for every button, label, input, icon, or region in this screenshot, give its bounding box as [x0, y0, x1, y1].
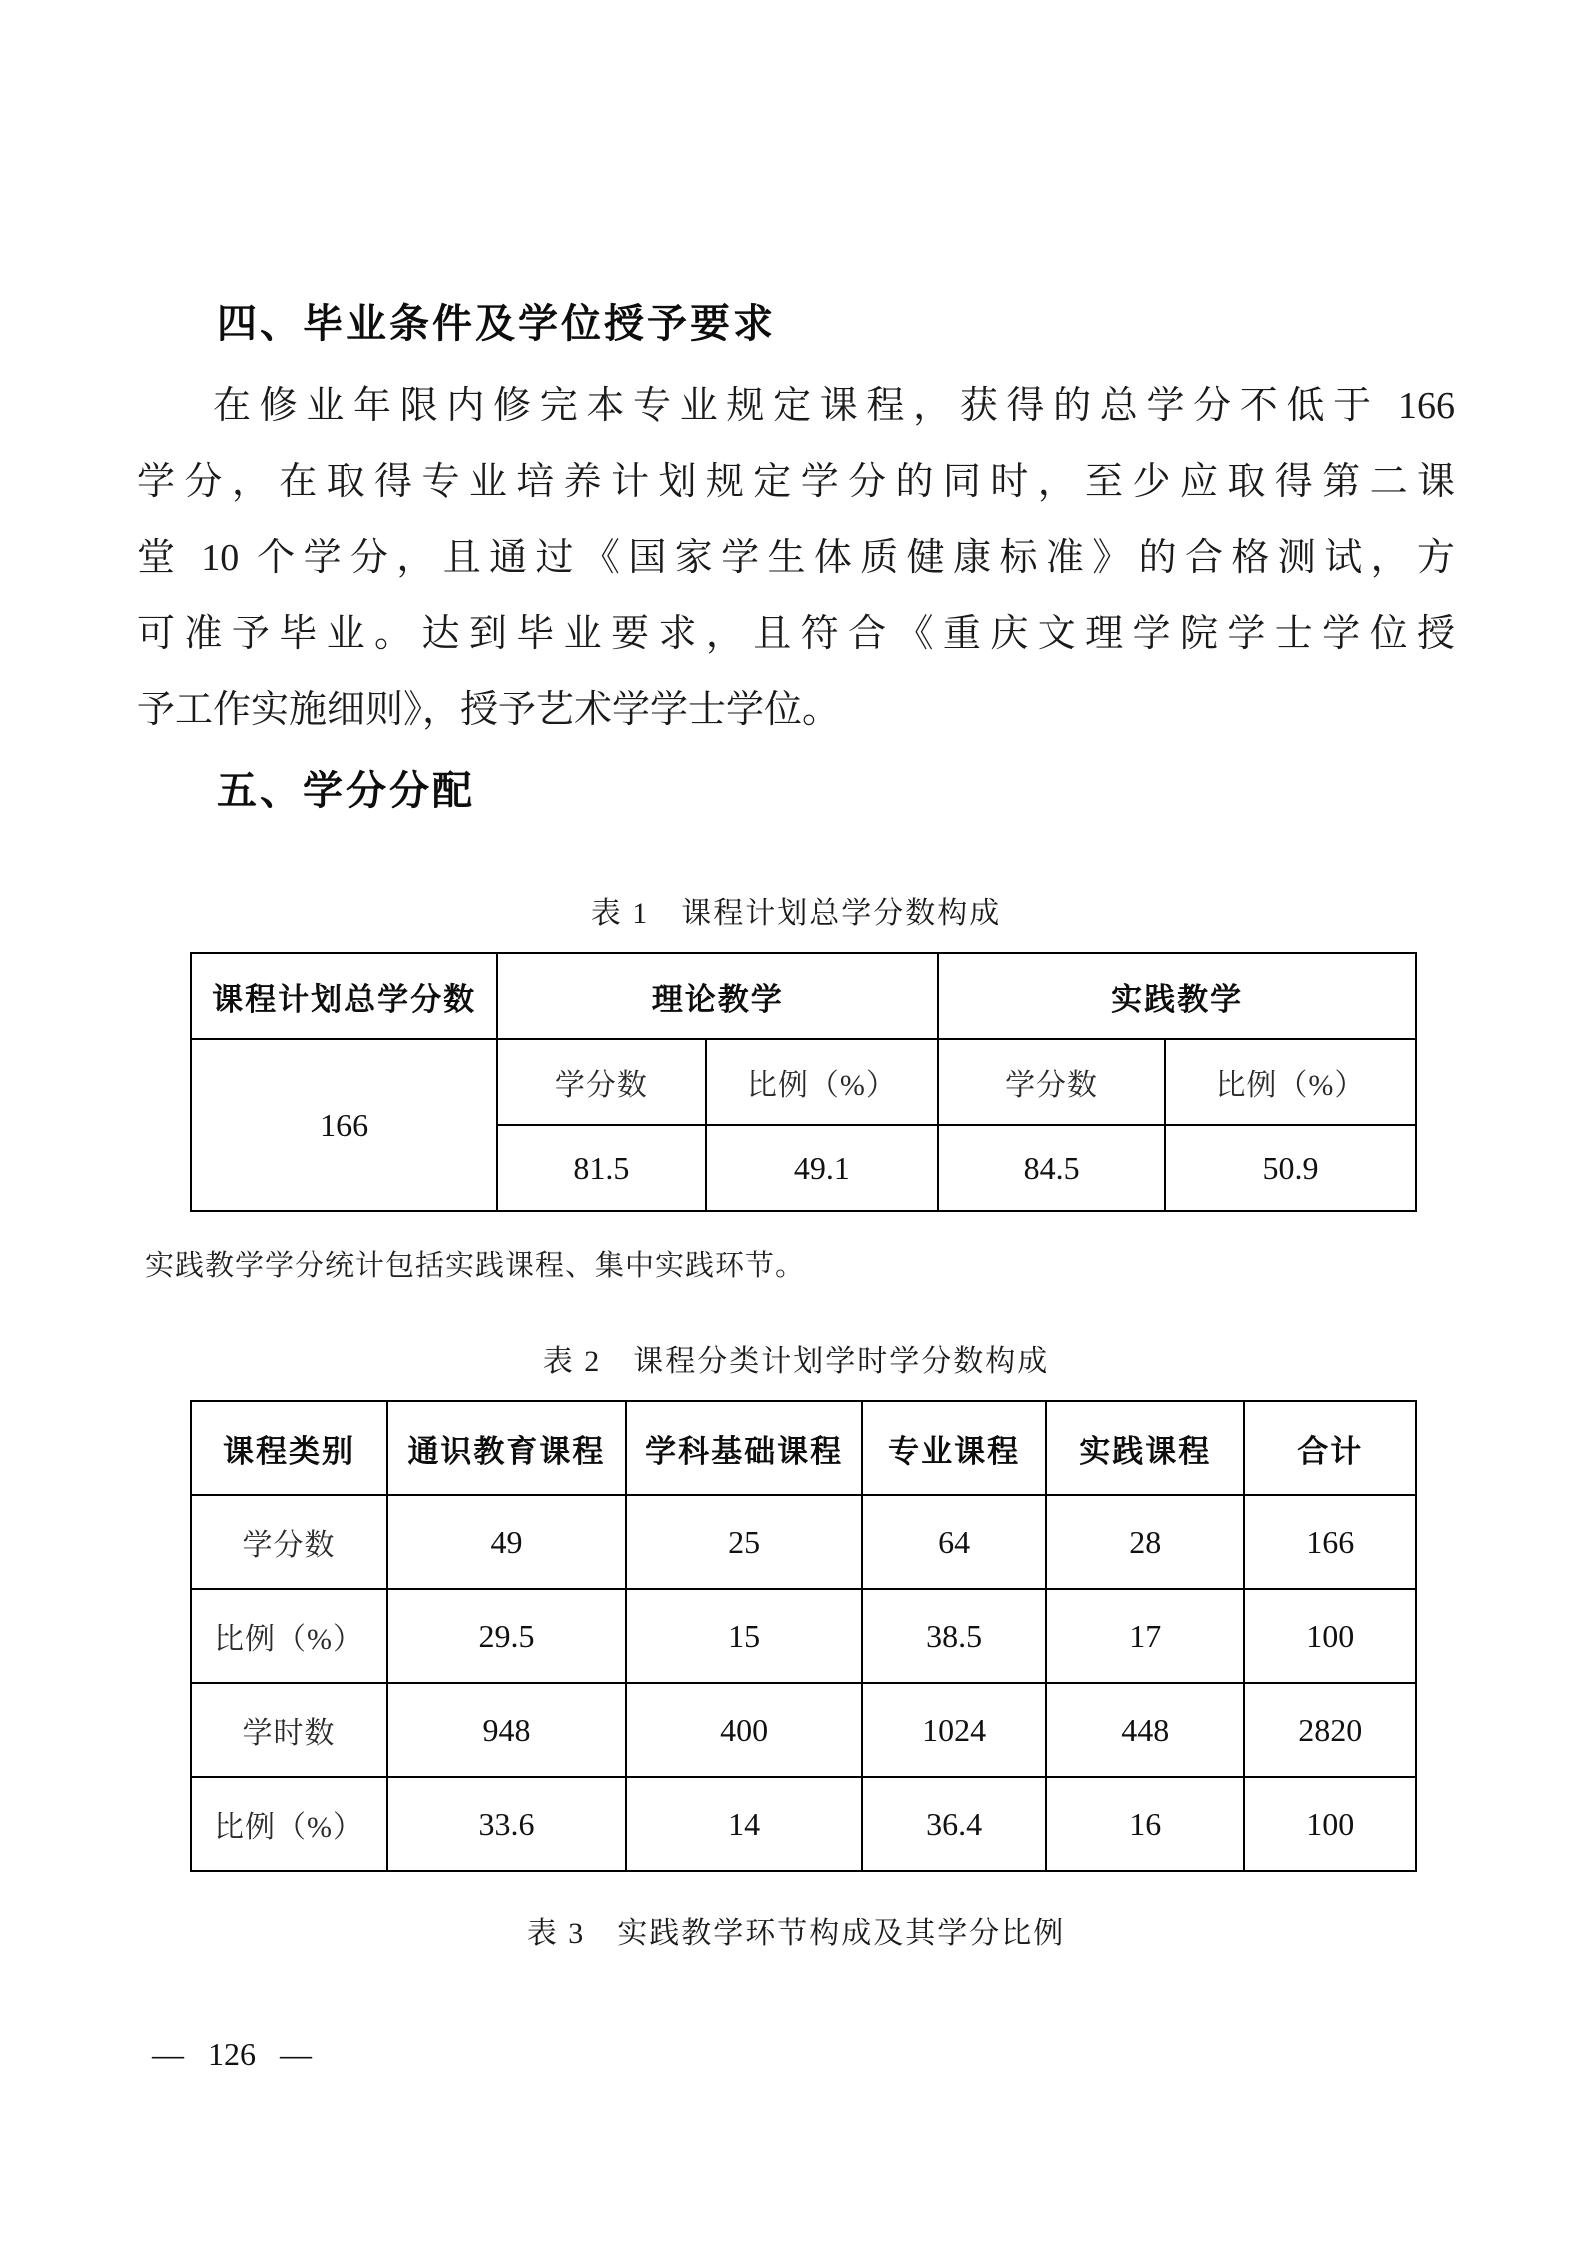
paragraph-line: 予工作实施细则》，授予艺术学学士学位。 — [137, 689, 841, 731]
table2-cell: 448 — [1046, 1683, 1244, 1777]
table3-caption: 表 3 实践教学环节构成及其学分比例 — [526, 1917, 1066, 1950]
table2-cell: 166 — [1244, 1495, 1416, 1589]
paragraph-line: 学分，在取得专业培养计划规定学分的同时，至少应取得第二课 — [137, 461, 1455, 503]
paragraph-line: 堂 10 个学分，且通过《国家学生体质健康标准》的合格测试，方 — [137, 537, 1455, 579]
table2-cell: 49 — [387, 1495, 626, 1589]
table1-subheader-row — [191, 1039, 1416, 1125]
section-heading-credit-allocation: 五、学分分配 — [217, 769, 475, 813]
table2-header-practice: 实践课程 — [1046, 1401, 1244, 1495]
table2-cell: 1024 — [862, 1683, 1046, 1777]
table1-footnote: 实践教学学分统计包括实践课程、集中实践环节。 — [145, 1250, 806, 1282]
table2-cell: 16 — [1046, 1777, 1244, 1871]
table1-practice-ratio: 50.9 — [1165, 1125, 1416, 1211]
table1-caption: 表 1 课程计划总学分数构成 — [590, 897, 1002, 930]
table1-header-total-credits: 课程计划总学分数 — [191, 953, 497, 1039]
section-heading-graduation-requirements: 四、毕业条件及学位授予要求 — [217, 302, 776, 346]
table2-cell: 948 — [387, 1683, 626, 1777]
table1-header-row — [191, 953, 1416, 1039]
table2-row-label: 学时数 — [191, 1683, 387, 1777]
table2-header-general: 通识教育课程 — [387, 1401, 626, 1495]
table2-cell: 36.4 — [862, 1777, 1046, 1871]
table1-total-value: 166 — [191, 1039, 497, 1211]
table2-header-row — [191, 1401, 1416, 1495]
table1-subheader-ratio: 比例（%） — [706, 1039, 939, 1125]
table2-row-hour-ratio — [191, 1777, 1416, 1871]
table1-total-credits — [190, 952, 1417, 1212]
table1-header-theory: 理论教学 — [497, 953, 938, 1039]
table2-header-total: 合计 — [1244, 1401, 1416, 1495]
table1-theory-ratio: 49.1 — [706, 1125, 939, 1211]
table2-row-credit-ratio — [191, 1589, 1416, 1683]
table1-subheader-ratio: 比例（%） — [1165, 1039, 1416, 1125]
table1-subheader-credits: 学分数 — [938, 1039, 1165, 1125]
table2-header-discipline: 学科基础课程 — [626, 1401, 862, 1495]
table2-row-hours — [191, 1683, 1416, 1777]
paragraph-line: 可准予毕业。达到毕业要求，且符合《重庆文理学院学士学位授 — [137, 613, 1455, 655]
table2-cell: 64 — [862, 1495, 1046, 1589]
table1-theory-credits: 81.5 — [497, 1125, 705, 1211]
table2-cell: 2820 — [1244, 1683, 1416, 1777]
table1-practice-credits: 84.5 — [938, 1125, 1165, 1211]
table2-cell: 29.5 — [387, 1589, 626, 1683]
table2-cell: 100 — [1244, 1777, 1416, 1871]
table2-row-credits — [191, 1495, 1416, 1589]
body-paragraph — [137, 368, 1455, 748]
table2-cell: 28 — [1046, 1495, 1244, 1589]
table2-header-major: 专业课程 — [862, 1401, 1046, 1495]
table2-cell: 25 — [626, 1495, 862, 1589]
table2-cell: 17 — [1046, 1589, 1244, 1683]
table2-row-label: 学分数 — [191, 1495, 387, 1589]
table1-subheader-credits: 学分数 — [497, 1039, 705, 1125]
table2-cell: 100 — [1244, 1589, 1416, 1683]
paragraph-line: 在修业年限内修完本专业规定课程，获得的总学分不低于 166 — [213, 385, 1455, 427]
table2-cell: 38.5 — [862, 1589, 1046, 1683]
table2-cell: 14 — [626, 1777, 862, 1871]
page-number: — 126 — — [152, 2036, 312, 2072]
table2-course-categories — [190, 1400, 1417, 1872]
table2-cell: 400 — [626, 1683, 862, 1777]
table1-header-practice: 实践教学 — [938, 953, 1416, 1039]
table2-header-category: 课程类别 — [191, 1401, 387, 1495]
table2-row-label: 比例（%） — [191, 1777, 387, 1871]
table2-cell: 15 — [626, 1589, 862, 1683]
table2-caption: 表 2 课程分类计划学时学分数构成 — [542, 1345, 1050, 1378]
table2-cell: 33.6 — [387, 1777, 626, 1871]
table2-row-label: 比例（%） — [191, 1589, 387, 1683]
